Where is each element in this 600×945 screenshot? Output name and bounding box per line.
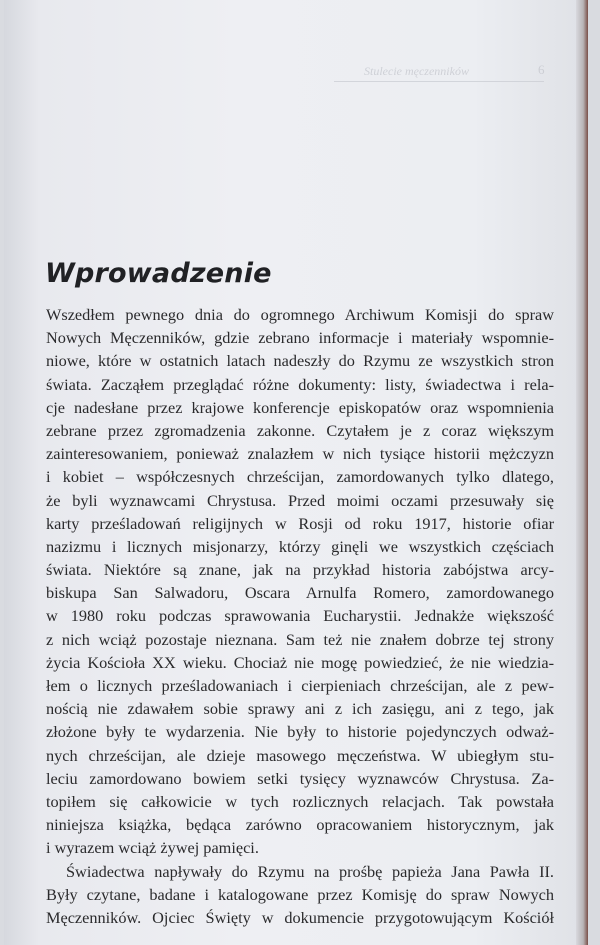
chapter-heading: Wprowadzenie — [45, 258, 272, 289]
text-line: świata. Zacząłem przeglądać różne dokumenty: listy, świadectwa i rela- — [46, 374, 554, 394]
text-line: nych chrześcijan, ale dzieje masowego męczeństwa. W ubiegłym stu- — [46, 745, 554, 765]
text-line: niniejsza książka, będąca zarówno opracowaniem historycznym, jak — [46, 815, 554, 835]
text-line: leciu zamordowano bowiem setki tysięcy wyznawców Chrystusa. Za- — [46, 768, 554, 788]
text-line: Wszedłem pewnego dnia do ogromnego Archiwum Komisji do spraw — [46, 305, 554, 324]
text-line: cje nadesłane przez krajowe konferencje episkopatów oraz wspomnienia — [46, 397, 554, 417]
text-line: Nowych Męczenników, gdzie zebrano informacje i materiały wspomnie- — [46, 328, 554, 348]
text-line: że byli wyznawcami Chrystusa. Przed moimi oczami przesuwały się — [46, 490, 554, 510]
text-line: życia Kościoła XX wieku. Chociaż nie mogę powiedzieć, że nie wiedzia- — [46, 652, 554, 672]
text-line: nazizmu i licznych misjonarzy, którzy ginęli we wszystkich częściach — [46, 536, 554, 556]
text-line: złożone były te wydarzenia. Nie były to historie pojedynczych odważ- — [46, 722, 554, 742]
text-line: zebrane przez zgromadzenia zakonne. Czytałem je z coraz większym — [46, 420, 554, 440]
text-line: świata. Niektóre są znane, jak na przykład historia zabójstwa arcy- — [46, 560, 554, 580]
text-line: karty prześladowań religijnych w Rosji od roku 1917, historie ofiar — [46, 513, 554, 533]
text-line: i kobiet – współczesnych chrześcijan, zamordowanych tylko dlatego, — [46, 467, 554, 487]
show-through-running-head: Stulecie męczenników — [364, 64, 469, 78]
text-line: Męczenników. Ojciec Święty w dokumencie przygotowującym Kościół — [46, 907, 554, 927]
text-line: topiłem się całkowicie w tych rozlicznych relacjach. Tak powstała — [46, 791, 554, 811]
text-line: łem o licznych prześladowaniach i cierpieniach chrześcijan, ale z pew- — [46, 676, 554, 695]
text-line: biskupa San Salwadoru, Oscara Arnulfa Romero, zamordowanego — [46, 583, 554, 603]
text-line: zainteresowaniem, ponieważ znalazłem w nich tysiące historii mężczyzn — [46, 444, 554, 464]
text-line: w 1980 roku podczas sprawowania Eucharystii. Jednakże większość — [46, 606, 554, 626]
text-line: nością nie zdawałem sobie sprawy ani z ich zasięgu, ani z tego, jak — [46, 699, 554, 719]
text-line: niowe, które w ostatnich latach nadeszły do Rzymu ze wszystkich stron — [46, 351, 554, 371]
show-through-rule — [334, 81, 544, 82]
text-line: Świadectwa napływały do Rzymu na prośbę papieża Jana Pawła II. — [66, 861, 554, 881]
chapter-body — [46, 303, 554, 929]
show-through-page-number: 6 — [538, 62, 545, 77]
text-line: Były czytane, badane i katalogowane przez Komisję do spraw Nowych — [46, 884, 554, 904]
page-edge — [576, 0, 588, 945]
text-line: i wyrazem wciąż żywej pamięci. — [46, 838, 259, 858]
text-line: z nich wciąż pozostaje nieznana. Sam też nie znałem dobrze tej strony — [46, 629, 554, 649]
book-page — [4, 0, 588, 945]
